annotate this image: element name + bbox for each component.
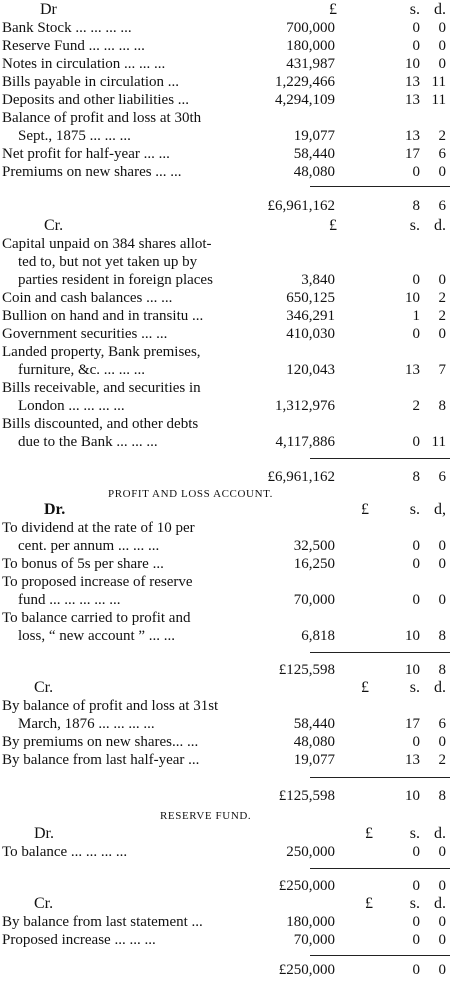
row-shillings: 0 — [412, 914, 420, 930]
row-pence: 0 — [438, 932, 446, 948]
row-shillings: 0 — [412, 932, 420, 948]
row-shillings: 10 — [405, 290, 420, 306]
total-pence: 8 — [438, 662, 446, 678]
ledger-row — [0, 146, 455, 162]
total-pence: 8 — [438, 788, 446, 804]
row-shillings: 13 — [405, 752, 420, 768]
row-amount: 48,080 — [293, 734, 335, 750]
ledger-row — [0, 110, 455, 126]
pence-heading: d. — [434, 825, 446, 842]
ledger-row — [0, 38, 455, 54]
row-shillings: 0 — [412, 434, 420, 450]
total-rule — [310, 652, 450, 653]
row-shillings: 17 — [405, 716, 420, 732]
row-pence: 2 — [438, 752, 446, 768]
side-label: Dr. — [44, 501, 66, 518]
total-row — [0, 788, 455, 804]
section-title: RESERVE FUND. — [160, 810, 252, 822]
row-amount: 3,840 — [301, 272, 335, 288]
row-pence: 2 — [438, 128, 446, 144]
pound-heading: £ — [329, 1, 337, 18]
ledger-row — [0, 236, 455, 252]
row-description: Deposits and other liabilities ... — [2, 92, 190, 108]
ledger-row — [0, 752, 455, 768]
side-label: Dr — [40, 1, 57, 18]
row-description: To balance ... ... ... ... — [2, 844, 128, 860]
row-shillings: 13 — [405, 362, 420, 378]
total-row — [0, 662, 455, 678]
row-shillings: 0 — [412, 326, 420, 342]
pound-heading: £ — [365, 895, 373, 912]
row-shillings: 17 — [405, 146, 420, 162]
row-description: due to the Bank ... ... ... — [18, 434, 158, 450]
row-description: To bonus of 5s per share ... — [2, 556, 164, 572]
row-description: Net profit for half-year ... ... — [2, 146, 170, 162]
shillings-heading: s. — [409, 679, 420, 696]
row-shillings: 0 — [412, 734, 420, 750]
ledger-row — [0, 272, 455, 288]
shillings-heading: s. — [409, 895, 420, 912]
row-shillings: 13 — [405, 74, 420, 90]
row-description: Notes in circulation ... ... ... — [2, 56, 166, 72]
row-description: London ... ... ... ... — [18, 398, 125, 414]
row-description: By balance of profit and loss at 31st — [2, 698, 219, 714]
row-amount: 250,000 — [286, 844, 335, 860]
total-shillings: 10 — [405, 662, 420, 678]
total-amount: £125,598 — [278, 662, 335, 678]
ledger-row — [0, 434, 455, 450]
row-shillings: 0 — [412, 20, 420, 36]
row-shillings: 10 — [405, 56, 420, 72]
row-shillings: 0 — [412, 556, 420, 572]
section-title-row — [0, 808, 455, 824]
row-shillings: 0 — [412, 538, 420, 554]
ledger-row — [0, 538, 455, 554]
row-pence: 0 — [438, 164, 446, 180]
row-description: By premiums on new shares... ... — [2, 734, 199, 750]
cr-header-row — [0, 680, 455, 696]
ledger-row — [0, 344, 455, 360]
total-pence: 0 — [438, 878, 446, 894]
row-pence: 7 — [438, 362, 446, 378]
total-row — [0, 198, 455, 214]
row-shillings: 13 — [405, 92, 420, 108]
row-shillings: 1 — [412, 308, 420, 324]
row-pence: 8 — [438, 628, 446, 644]
pence-heading: d. — [434, 895, 446, 912]
pound-heading: £ — [365, 825, 373, 842]
total-shillings: 0 — [412, 962, 420, 978]
ledger-row — [0, 398, 455, 414]
total-rule — [310, 186, 450, 187]
ledger-row — [0, 128, 455, 144]
row-amount: 70,000 — [293, 592, 335, 608]
row-amount: 58,440 — [293, 716, 335, 732]
total-row — [0, 878, 455, 894]
ledger-row — [0, 254, 455, 270]
total-amount: £250,000 — [278, 878, 335, 894]
row-shillings: 0 — [412, 844, 420, 860]
ledger-row — [0, 520, 455, 536]
row-description: parties resident in foreign places — [18, 272, 213, 288]
row-amount: 650,125 — [286, 290, 335, 306]
ledger-row — [0, 610, 455, 626]
total-amount: £6,961,162 — [267, 469, 335, 485]
total-amount: £125,598 — [278, 788, 335, 804]
row-pence: 0 — [438, 914, 446, 930]
ledger-row — [0, 592, 455, 608]
row-description: To dividend at the rate of 10 per — [2, 520, 195, 536]
total-rule — [310, 955, 450, 956]
ledger-row — [0, 914, 455, 930]
section-title: PROFIT AND LOSS ACCOUNT. — [108, 488, 273, 500]
row-pence: 0 — [438, 538, 446, 554]
row-shillings: 0 — [412, 38, 420, 54]
row-description: Bills payable in circulation ... — [2, 74, 180, 90]
side-label: Cr. — [34, 679, 54, 696]
ledger-row — [0, 628, 455, 644]
ledger-row — [0, 574, 455, 590]
row-pence: 0 — [438, 844, 446, 860]
row-amount: 180,000 — [286, 38, 335, 54]
pence-heading: d. — [434, 217, 446, 234]
row-description: Reserve Fund ... ... ... ... — [2, 38, 145, 54]
pence-heading: d, — [434, 501, 446, 518]
row-shillings: 0 — [412, 164, 420, 180]
row-amount: 58,440 — [293, 146, 335, 162]
row-description: Premiums on new shares ... ... — [2, 164, 182, 180]
ledger-row — [0, 20, 455, 36]
ledger-row — [0, 844, 455, 860]
total-rule — [310, 868, 450, 869]
ledger-row — [0, 734, 455, 750]
row-shillings: 13 — [405, 128, 420, 144]
shillings-heading: s. — [409, 1, 420, 18]
row-description: Landed property, Bank premises, — [2, 344, 201, 360]
ledger-row — [0, 56, 455, 72]
cr-header-row — [0, 896, 455, 912]
row-description: Capital unpaid on 384 shares allot- — [2, 236, 212, 252]
ledger-row — [0, 716, 455, 732]
row-description: ted to, but not yet taken up by — [18, 254, 198, 270]
cr-header-row — [0, 218, 455, 234]
row-shillings: 0 — [412, 272, 420, 288]
row-amount: 70,000 — [293, 932, 335, 948]
row-amount: 120,043 — [286, 362, 335, 378]
pence-heading: d. — [434, 1, 446, 18]
row-amount: 4,117,886 — [275, 434, 335, 450]
row-description: cent. per annum ... ... ... — [18, 538, 160, 554]
row-amount: 32,500 — [293, 538, 335, 554]
row-pence: 6 — [438, 716, 446, 732]
row-description: Balance of profit and loss at 30th — [2, 110, 202, 126]
total-shillings: 0 — [412, 878, 420, 894]
ledger-row — [0, 416, 455, 432]
total-row — [0, 469, 455, 485]
row-description: To balance carried to profit and — [2, 610, 191, 626]
ledger-row — [0, 380, 455, 396]
row-amount: 346,291 — [286, 308, 335, 324]
row-pence: 0 — [438, 20, 446, 36]
row-description: March, 1876 ... ... ... ... — [18, 716, 155, 732]
row-pence: 2 — [438, 308, 446, 324]
row-description: furniture, &c. ... ... ... — [18, 362, 146, 378]
ledger-row — [0, 92, 455, 108]
pence-heading: d. — [434, 679, 446, 696]
pound-heading: £ — [361, 501, 369, 518]
row-description: fund ... ... ... ... ... — [18, 592, 121, 608]
row-amount: 410,030 — [286, 326, 335, 342]
row-pence: 11 — [431, 74, 446, 90]
row-amount: 4,294,109 — [275, 92, 335, 108]
row-pence: 0 — [438, 326, 446, 342]
row-pence: 0 — [438, 734, 446, 750]
shillings-heading: s. — [409, 825, 420, 842]
row-shillings: 2 — [412, 398, 420, 414]
side-label: Cr. — [44, 217, 64, 234]
total-shillings: 8 — [412, 198, 420, 214]
ledger-row — [0, 698, 455, 714]
row-amount: 48,080 — [293, 164, 335, 180]
row-amount: 1,229,466 — [275, 74, 335, 90]
ledger-row — [0, 74, 455, 90]
total-shillings: 8 — [412, 469, 420, 485]
ledger-row — [0, 932, 455, 948]
dr-header-row — [0, 2, 455, 18]
row-amount: 431,987 — [286, 56, 335, 72]
total-pence: 6 — [438, 469, 446, 485]
shillings-heading: s. — [409, 217, 420, 234]
row-description: By balance from last statement ... — [2, 914, 203, 930]
total-amount: £250,000 — [278, 962, 335, 978]
side-label: Dr. — [34, 825, 54, 842]
row-description: Coin and cash balances ... ... — [2, 290, 173, 306]
row-pence: 11 — [431, 434, 446, 450]
total-pence: 0 — [438, 962, 446, 978]
row-description: Government securities ... ... — [2, 326, 168, 342]
row-amount: 6,818 — [301, 628, 335, 644]
ledger-row — [0, 308, 455, 324]
row-amount: 16,250 — [293, 556, 335, 572]
row-amount: 1,312,976 — [275, 398, 335, 414]
row-amount: 700,000 — [286, 20, 335, 36]
row-description: Bills receivable, and securities in — [2, 380, 201, 396]
ledger-row — [0, 362, 455, 378]
ledger-row — [0, 164, 455, 180]
pound-heading: £ — [361, 679, 369, 696]
dr-header-row — [0, 502, 455, 518]
dr-header-row — [0, 826, 455, 842]
row-pence: 6 — [438, 146, 446, 162]
ledger-row — [0, 556, 455, 572]
row-description: Proposed increase ... ... ... — [2, 932, 156, 948]
pound-heading: £ — [329, 217, 337, 234]
row-pence: 0 — [438, 56, 446, 72]
row-pence: 11 — [431, 92, 446, 108]
total-pence: 6 — [438, 198, 446, 214]
ledger-row — [0, 290, 455, 306]
shillings-heading: s. — [409, 501, 420, 518]
row-pence: 0 — [438, 38, 446, 54]
total-rule — [310, 458, 450, 459]
row-pence: 0 — [438, 272, 446, 288]
row-shillings: 0 — [412, 592, 420, 608]
row-pence: 8 — [438, 398, 446, 414]
row-pence: 2 — [438, 290, 446, 306]
total-row — [0, 962, 455, 978]
row-description: Bullion on hand and in transitu ... — [2, 308, 204, 324]
ledger-row — [0, 326, 455, 342]
row-amount: 19,077 — [293, 752, 335, 768]
row-shillings: 10 — [405, 628, 420, 644]
row-description: To proposed increase of reserve — [2, 574, 193, 590]
row-amount: 19,077 — [293, 128, 335, 144]
side-label: Cr. — [34, 895, 54, 912]
row-description: Sept., 1875 ... ... ... — [18, 128, 131, 144]
row-description: loss, “ new account ” ... ... — [18, 628, 176, 644]
total-amount: £6,961,162 — [267, 198, 335, 214]
total-shillings: 10 — [405, 788, 420, 804]
total-rule — [310, 777, 450, 778]
row-description: Bank Stock ... ... ... ... — [2, 20, 132, 36]
row-pence: 0 — [438, 592, 446, 608]
row-pence: 0 — [438, 556, 446, 572]
section-title-row — [0, 486, 455, 502]
row-description: By balance from last half-year ... — [2, 752, 200, 768]
row-description: Bills discounted, and other debts — [2, 416, 199, 432]
row-amount: 180,000 — [286, 914, 335, 930]
